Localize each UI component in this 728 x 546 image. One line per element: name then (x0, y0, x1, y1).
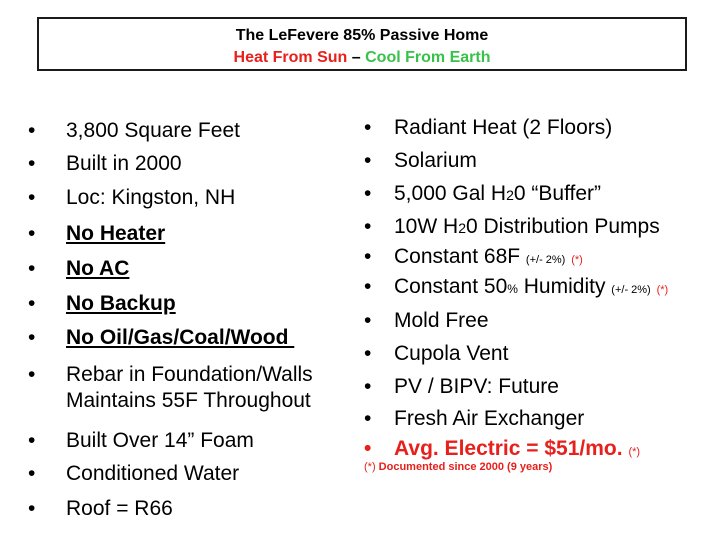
footnote-text: Documented since 2000 (9 years) (378, 461, 553, 473)
list-item-text (394, 437, 640, 464)
bullet-icon: • (28, 363, 36, 386)
bullet-icon: • (28, 429, 36, 452)
left-bullet-list (28, 0, 368, 546)
list-item-text: Fresh Air Exchanger (394, 407, 585, 430)
list-item-text (394, 275, 668, 302)
avg-electric-text: Avg. Electric = $51/mo. (394, 437, 623, 460)
bullet-icon: • (28, 119, 36, 142)
list-item-text: Solarium (394, 149, 477, 172)
text-part: 10W H (394, 215, 459, 238)
list-item-text: Built in 2000 (66, 152, 182, 175)
text-part: 0 “Buffer” (513, 182, 602, 205)
list-item-text: Cupola Vent (394, 342, 509, 365)
tolerance-text: (+/- 2%) (525, 254, 566, 266)
list-item-text: Maintains 55F Throughout (66, 389, 311, 412)
bullet-icon: • (364, 407, 372, 430)
bullet-icon: • (364, 375, 372, 398)
list-item-text: No Oil/Gas/Coal/Wood (66, 326, 295, 349)
list-item-text: Roof = R66 (66, 497, 173, 520)
cool-from-earth-text: Cool From Earth (365, 49, 491, 66)
text-part: Humidity (523, 275, 606, 298)
bullet-icon: • (28, 326, 36, 349)
footnote-marker: (*) (364, 461, 376, 473)
bullet-icon: • (364, 275, 372, 298)
list-item-text (394, 215, 660, 240)
text-part: 5,000 Gal H (394, 182, 507, 205)
bullet-icon: • (28, 222, 36, 245)
bullet-icon: • (364, 245, 372, 268)
text-part: Constant 68F (394, 245, 521, 268)
list-item-text (394, 182, 601, 207)
list-item-text: Built Over 14” Foam (66, 429, 254, 452)
bullet-icon: • (364, 309, 372, 332)
list-item-text: No Heater (66, 222, 166, 245)
bullet-icon: • (28, 292, 36, 315)
footnote-marker: (*) (656, 284, 669, 296)
bullet-icon: • (28, 152, 36, 175)
bullet-icon: • (364, 116, 372, 139)
list-item-text: Radiant Heat (2 Floors) (394, 116, 613, 139)
subscript-two: 2 (506, 187, 514, 203)
bullet-icon: • (364, 342, 372, 365)
bullet-icon: • (28, 186, 36, 209)
percent-sign: % (507, 282, 518, 296)
subscript-two: 2 (458, 220, 466, 236)
list-item-text: Conditioned Water (66, 462, 240, 485)
list-item-text: 3,800 Square Feet (66, 119, 240, 142)
bullet-icon: • (364, 149, 372, 172)
list-item-text: Rebar in Foundation/Walls (66, 363, 313, 386)
bullet-icon: • (364, 215, 372, 238)
list-item-text: Mold Free (394, 309, 489, 332)
list-item-text: PV / BIPV: Future (394, 375, 559, 398)
text-part: 0 Distribution Pumps (465, 215, 660, 238)
list-item-text: Loc: Kingston, NH (66, 186, 236, 209)
bullet-icon: • (28, 497, 36, 520)
bullet-icon: • (28, 462, 36, 485)
footnote-marker: (*) (628, 446, 641, 458)
list-item-text: No Backup (66, 292, 176, 315)
footnote-marker: (*) (571, 254, 583, 266)
heat-from-sun-text: Heat From Sun (233, 49, 348, 66)
list-item-text (394, 245, 583, 272)
tolerance-text: (+/- 2%) (611, 284, 651, 296)
text-part: Constant 50 (394, 275, 508, 298)
title-dash: – (351, 49, 361, 66)
page-title: The LeFevere 85% Passive Home (235, 27, 489, 44)
bullet-icon: • (364, 182, 372, 205)
footnote (364, 461, 552, 473)
bullet-icon: • (28, 257, 36, 280)
list-item-text: No AC (66, 257, 130, 280)
bullet-icon: • (364, 437, 372, 460)
